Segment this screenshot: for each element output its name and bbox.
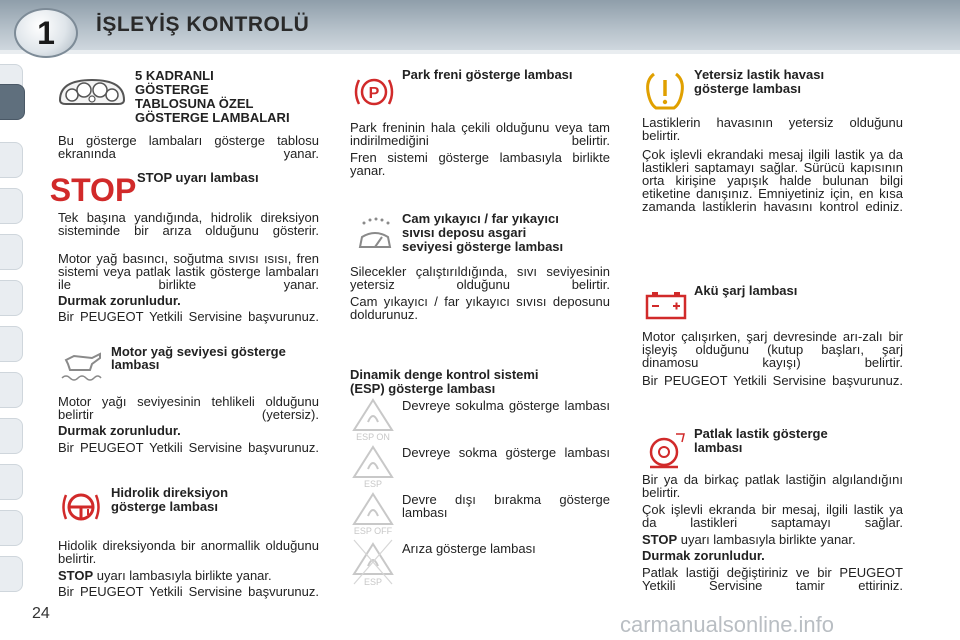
flat-tyre-text-4: Durmak zorunludur. bbox=[642, 548, 765, 563]
esp-on-icon bbox=[350, 396, 396, 442]
chapter-tab[interactable] bbox=[0, 556, 23, 592]
steering-text-2: STOP uyarı lambasıyla birlikte yanar. bbox=[58, 568, 272, 583]
chapter-tab[interactable] bbox=[0, 418, 23, 454]
oil-text-3: Bir PEUGEOT Yetkili Servisine başvurunuz. bbox=[58, 440, 319, 455]
esp-on-text: Devreye sokulma gösterge lambası bbox=[402, 398, 610, 413]
tyre-pressure-text-2: Çok işlevli ekrandaki mesaj ilgili lastik ya da lastikleri saptamayı sağlar. Sürücü kapısının orta kirişine yapışık halde bulunan bilgi etiketine danışınız. Emniyetiniz için, en kısa zamanda lastiklerin havasını kontrol ediniz. bbox=[642, 147, 903, 214]
esp-off-label: ESP OFF bbox=[353, 526, 393, 536]
chapter-tab[interactable] bbox=[0, 464, 23, 500]
stop-icon-text: STOP bbox=[49, 172, 137, 208]
header-rule bbox=[0, 50, 960, 54]
instrument-panel-icon bbox=[56, 74, 128, 108]
watermark: carmanualsonline.info bbox=[620, 612, 835, 637]
power-steering-icon bbox=[60, 487, 102, 527]
oil-heading: Motor yağ seviyesi gösterge lambası bbox=[111, 344, 286, 372]
chapter-tabs bbox=[0, 64, 24, 584]
battery-heading: Akü şarj lambası bbox=[694, 283, 798, 298]
parking-text-2: Fren sistemi gösterge lambasıyla birlikte yanar. bbox=[350, 150, 610, 178]
stop-text-3: Durmak zorunludur. bbox=[58, 293, 181, 308]
esp-off-text: Devre dışı bırakma gösterge lambası bbox=[402, 492, 610, 520]
washer-text-2: Cam yıkayıcı / far yıkayıcı sıvısı deposunu doldurunuz. bbox=[350, 294, 610, 322]
tyre-pressure-text-1: Lastiklerin havasının yetersiz olduğunu belirtir. bbox=[642, 115, 903, 143]
chapter-tab[interactable] bbox=[0, 142, 23, 178]
parking-icon-text: P bbox=[368, 85, 380, 102]
steering-text-1: Hidolik direksiyonda bir anormallik olduğunu belirtir. bbox=[58, 538, 319, 566]
oil-text-1: Motor yağı seviyesinin tehlikeli olduğunu belirtir (yetersiz). bbox=[58, 394, 319, 422]
chapter-tab[interactable] bbox=[0, 234, 23, 270]
esp-active-icon bbox=[350, 443, 396, 489]
esp-on-label: ESP ON bbox=[356, 432, 390, 442]
esp-fault-text: Arıza gösterge lambası bbox=[402, 541, 536, 556]
stop-text-4: Bir PEUGEOT Yetkili Servisine başvurunuz. bbox=[58, 309, 319, 324]
flat-tyre-text-3: STOP uyarı lambasıyla birlikte yanar. bbox=[642, 532, 856, 547]
steering-text-3: Bir PEUGEOT Yetkili Servisine başvurunuz. bbox=[58, 584, 319, 599]
intro-text: Bu gösterge lambaları gösterge tablosu ekranında yanar. bbox=[58, 133, 319, 161]
parking-heading: Park freni gösterge lambası bbox=[402, 67, 573, 82]
oil-text-2: Durmak zorunludur. bbox=[58, 423, 181, 438]
battery-icon bbox=[644, 290, 688, 320]
battery-text-2: Bir PEUGEOT Yetkili Servisine başvurunuz. bbox=[642, 373, 903, 388]
esp-active-text: Devreye sokma gösterge lambası bbox=[402, 445, 610, 460]
section-heading-5-dial: 5 KADRANLI GÖSTERGE TABLOSUNA ÖZEL GÖSTERGE LAMBALARI bbox=[135, 68, 290, 125]
esp-heading: Dinamik denge kontrol sistemi (ESP) gösterge lambası bbox=[350, 367, 539, 396]
esp-fault-label: ESP bbox=[363, 577, 383, 587]
chapter-tab[interactable] bbox=[0, 280, 23, 316]
chapter-tab[interactable] bbox=[0, 188, 23, 224]
tyre-pressure-icon bbox=[644, 70, 686, 112]
esp-fault-icon bbox=[350, 538, 396, 588]
battery-text-1: Motor çalışırken, şarj devresinde arı-zalı bir işleyiş olduğunu (kutup başları, şarj dinamosu kayışı) belirtir. bbox=[642, 329, 903, 370]
page-number: 24 bbox=[32, 605, 50, 622]
steering-heading: Hidrolik direksiyon gösterge lambası bbox=[111, 485, 229, 514]
parking-brake-icon bbox=[352, 74, 396, 110]
washer-fluid-icon bbox=[354, 215, 396, 255]
washer-heading: Cam yıkayıcı / far yıkayıcı sıvısı deposu asgari seviyesi gösterge lambası bbox=[402, 211, 564, 254]
flat-tyre-text-5: Patlak lastiği değiştiriniz ve bir PEUGEOT Yetkili Servisine tamir ettiriniz. bbox=[642, 565, 903, 593]
esp-active-label: ESP bbox=[363, 479, 383, 489]
flat-tyre-text-2: Çok işlevli ekranda bir mesaj, ilgili lastik ya da lastikleri saptamayı sağlar. bbox=[642, 502, 903, 530]
stop-warning-icon bbox=[49, 172, 137, 208]
flat-tyre-icon bbox=[644, 430, 688, 470]
stop-heading: STOP uyarı lambası bbox=[137, 170, 259, 185]
chapter-tab-active[interactable] bbox=[0, 84, 25, 120]
flat-tyre-text-1: Bir ya da birkaç patlak lastiğin algılandığını belirtir. bbox=[642, 472, 903, 500]
tyre-pressure-heading: Yetersiz lastik havası gösterge lambası bbox=[694, 67, 825, 96]
chapter-tab[interactable] bbox=[0, 510, 23, 546]
chapter-number-badge: 1 bbox=[14, 8, 78, 58]
page-title: İŞLEYİŞ KONTROLÜ bbox=[96, 13, 310, 36]
parking-text-1: Park freninin hala çekili olduğunu veya tam indirilmediğini belirtir. bbox=[350, 120, 610, 148]
washer-text-1: Silecekler çalıştırıldığında, sıvı seviyesinin yetersiz olduğunu belirtir. bbox=[350, 264, 610, 292]
stop-text-2: Motor yağ basıncı, soğutma sıvısı ısısı, fren sistemi veya patlak lastik gösterge lambaları ile birlikte yanar. bbox=[58, 251, 319, 292]
stop-text-1: Tek başına yandığında, hidrolik direksiyon sisteminde bir arıza olduğunu gösterir. bbox=[58, 210, 319, 238]
flat-tyre-heading: Patlak lastik gösterge lambası bbox=[694, 426, 828, 455]
chapter-tab[interactable] bbox=[0, 326, 23, 362]
chapter-tab[interactable] bbox=[0, 372, 23, 408]
esp-off-icon bbox=[350, 490, 396, 536]
oil-can-icon bbox=[60, 350, 102, 384]
